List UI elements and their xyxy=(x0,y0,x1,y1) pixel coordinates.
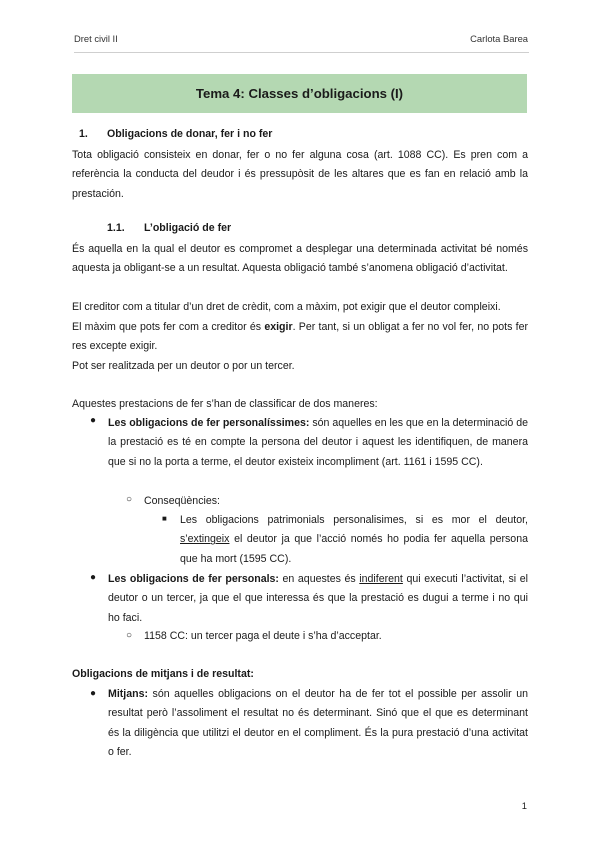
bullet-mitjans xyxy=(108,685,528,762)
bullet-dot: ● xyxy=(90,688,97,699)
section-1-1-number: 1.1. xyxy=(107,222,125,234)
p3-exigir: exigir xyxy=(264,321,293,333)
section-1-1-paragraph-2: El creditor com a titular d’un dret de crèdit, com a màxim, pot exigir que el deutor compleixi. xyxy=(72,301,501,313)
bullet-2-indiferent: indiferent xyxy=(359,573,403,585)
bullet-dot: ● xyxy=(90,572,97,583)
header-right: Carlota Barea xyxy=(470,33,528,44)
page-number: 1 xyxy=(521,800,527,811)
p3-text-a: El màxim que pots fer com a creditor és xyxy=(72,321,265,333)
subsub-extingeix: s’extingeix xyxy=(180,533,230,546)
bullet-dot: ● xyxy=(90,415,97,426)
mitjans-label: Mitjans: xyxy=(108,688,149,700)
section-1-1-paragraph-4: Pot ser realitzada per un deutor o por un tercer. xyxy=(72,360,295,372)
section-1-1-paragraph-3 xyxy=(72,318,528,357)
p3-text-c: . Per tant, si un obligat a fer no vol fer, no pots fer res excepte exigir. xyxy=(72,321,528,353)
section-1-1-paragraph-5: Aquestes prestacions de fer s’han de classificar de dos maneres: xyxy=(72,398,378,410)
bullet-personalissimes xyxy=(108,414,528,472)
mitjans-text: són aquelles obligacions on el deutor ha de fer tot el possible per assolir un resultat però l’assoliment el resultat no és determinant. Sinó que el que es determinant és la diligència que utilitzi el deutor en el compliment. És la pura prestació d’una activitat o fer. xyxy=(108,688,528,758)
subsub-text-a: Les obligacions patrimonials personalisimes, si es mor el deutor, xyxy=(180,514,528,526)
title-box xyxy=(72,74,527,113)
circle-bullet: ○ xyxy=(126,494,133,505)
bullet-2-text-b: qui executi l’activitat, si el deutor o un tercer, ja que el que interessa és que la prestació es dugui a terme i no qui ho faci. xyxy=(108,573,528,624)
bullet-1-text: són aquelles en les que en la determinació de la prestació es té en compte la persona del deutor i aquest les identifiquen, de manera que si no la porta a terme, el deutor existeix incompliment (art. 1161 i 1595 CC). xyxy=(108,417,528,468)
bullet-2-label: Les obligacions de fer personals: xyxy=(108,573,279,585)
section-1-text: Tota obligació consisteix en donar, fer o no fer alguna cosa (art. 1088 CC). Es pren com a referència la conducta del deudor i és pressupòsit de les altares que es fan en relació amb la prestación. xyxy=(72,149,528,200)
section-1-1-heading: L’obligació de fer xyxy=(144,222,232,234)
section-1-1-paragraph-1: És aquella en la qual el deutor es compromet a desplegar una determinada activitat bé només aquesta ja obligant-se a un resultat. Aquesta obligació també s’anomena obligació d’activitat. xyxy=(72,243,528,275)
page-title: Tema 4: Classes d’obligacions (I) xyxy=(195,86,404,101)
art-1158-note: 1158 CC: un tercer paga el deute i s’ha d’acceptar. xyxy=(144,630,382,642)
bullet-2-text-a: en aquestes és xyxy=(278,573,360,585)
section-2-heading: Obligacions de mitjans i de resultat: xyxy=(72,668,254,680)
circle-bullet: ○ xyxy=(126,630,133,641)
consequences-label: Conseqüències: xyxy=(144,495,220,507)
consequences-text xyxy=(180,511,528,569)
header-left: Dret civil II xyxy=(74,33,118,44)
section-1-number: 1. xyxy=(79,128,88,140)
header-divider xyxy=(74,52,529,53)
section-1-heading: Obligacions de donar, fer i no fer xyxy=(107,128,273,140)
bullet-1-label: Les obligacions de fer personalíssimes: xyxy=(108,417,310,429)
bullet-personals xyxy=(108,570,528,628)
square-bullet: ■ xyxy=(162,514,167,523)
subsub-text-b: el deutor ja que l’acció només ho podia fer aquella persona que ha mort (1595 CC). xyxy=(180,533,528,565)
